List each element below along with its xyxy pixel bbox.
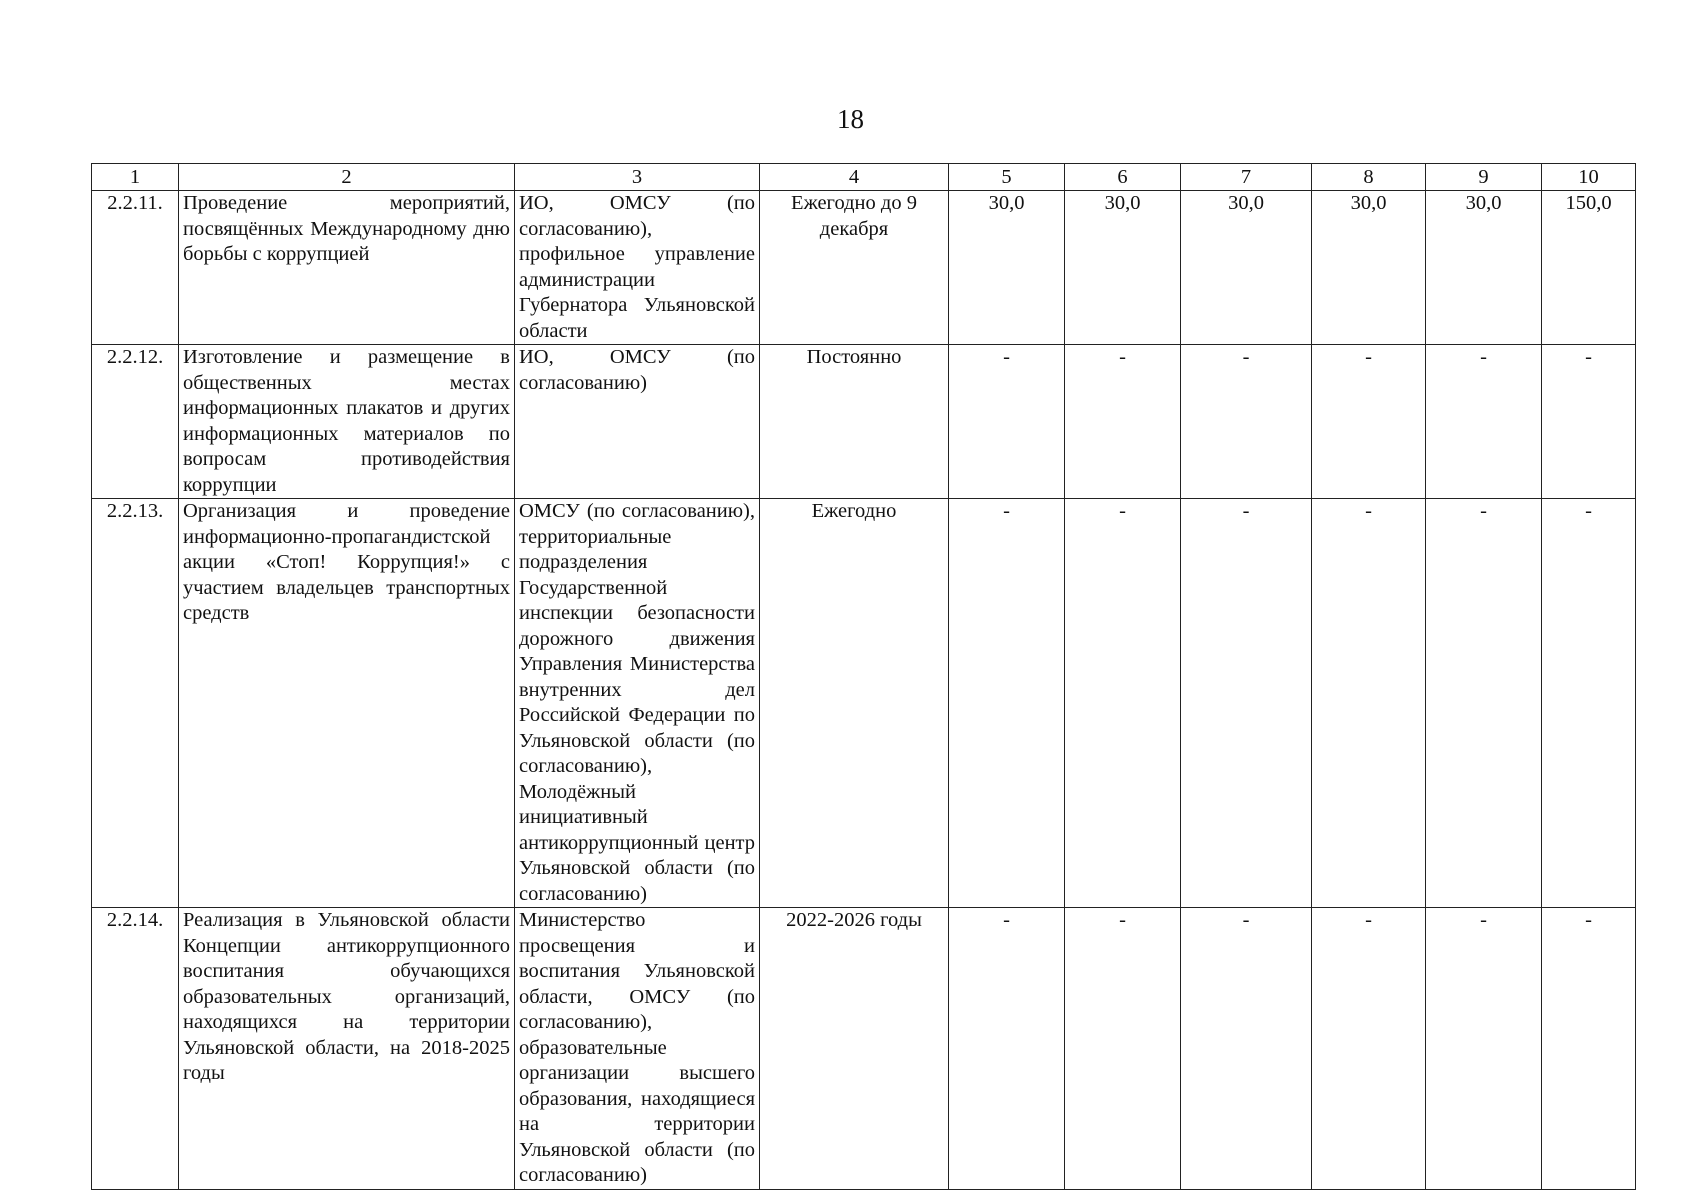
page-number: 18 xyxy=(837,104,864,134)
column-header: 9 xyxy=(1426,164,1542,191)
table-row xyxy=(92,908,1636,1190)
funding-total: - xyxy=(1542,345,1636,499)
funding-value: 30,0 xyxy=(1181,191,1312,345)
column-header: 1 xyxy=(92,164,179,191)
funding-value: - xyxy=(1065,908,1181,1190)
funding-value: - xyxy=(949,499,1065,908)
executors: ИО, ОМСУ (по согласованию), профильное управление администрации Губернатора Ульяновской области xyxy=(515,191,760,345)
event-description: Организация и проведение информационно-пропагандистской акции «Стоп! Коррупция!» с участием владельцев транспортных средств xyxy=(179,499,515,908)
table-row xyxy=(92,191,1636,345)
term: Ежегодно xyxy=(760,499,949,908)
funding-value: - xyxy=(1312,345,1426,499)
column-header: 7 xyxy=(1181,164,1312,191)
term: Ежегодно до 9 декабря xyxy=(760,191,949,345)
table-row xyxy=(92,499,1636,908)
table-row xyxy=(92,345,1636,499)
item-number: 2.2.12. xyxy=(92,345,179,499)
funding-value: - xyxy=(1426,908,1542,1190)
funding-value: 30,0 xyxy=(949,191,1065,345)
executors: ОМСУ (по согласованию), территориальные подразделения Государственной инспекции безопасности дорожного движения Управления Министерства внутренних дел Российской Федерации по Ульяновской области (по согласованию), Молодёжный инициативный антикоррупционный центр Ульяновской области (по согласованию) xyxy=(515,499,760,908)
item-number: 2.2.11. xyxy=(92,191,179,345)
column-header: 4 xyxy=(760,164,949,191)
funding-value: - xyxy=(1312,499,1426,908)
funding-total: - xyxy=(1542,499,1636,908)
funding-value: - xyxy=(1426,499,1542,908)
column-header: 3 xyxy=(515,164,760,191)
term: 2022-2026 годы xyxy=(760,908,949,1190)
funding-value: - xyxy=(1065,345,1181,499)
funding-value: - xyxy=(949,345,1065,499)
funding-total: 150,0 xyxy=(1542,191,1636,345)
funding-value: - xyxy=(1312,908,1426,1190)
funding-value: - xyxy=(949,908,1065,1190)
funding-value: 30,0 xyxy=(1312,191,1426,345)
funding-value: - xyxy=(1181,345,1312,499)
column-header: 8 xyxy=(1312,164,1426,191)
executors: ИО, ОМСУ (по согласованию) xyxy=(515,345,760,499)
event-description: Реализация в Ульяновской области Концепции антикоррупционного воспитания обучающихся образовательных организаций, находящихся на территории Ульяновской области, на 2018-2025 годы xyxy=(179,908,515,1190)
measures-table xyxy=(91,163,1636,1190)
funding-total: - xyxy=(1542,908,1636,1190)
funding-value: - xyxy=(1181,499,1312,908)
term: Постоянно xyxy=(760,345,949,499)
column-header: 5 xyxy=(949,164,1065,191)
funding-value: - xyxy=(1426,345,1542,499)
column-number-row xyxy=(92,164,1636,191)
funding-value: - xyxy=(1181,908,1312,1190)
event-description: Изготовление и размещение в общественных местах информационных плакатов и других информационных материалов по вопросам противодействия коррупции xyxy=(179,345,515,499)
item-number: 2.2.14. xyxy=(92,908,179,1190)
event-description: Проведение мероприятий, посвящённых Международному дню борьбы с коррупцией xyxy=(179,191,515,345)
column-header: 2 xyxy=(179,164,515,191)
funding-value: 30,0 xyxy=(1065,191,1181,345)
column-header: 6 xyxy=(1065,164,1181,191)
funding-value: - xyxy=(1065,499,1181,908)
executors: Министерство просвещения и воспитания Ульяновской области, ОМСУ (по согласованию), образовательные организации высшего образования, находящиеся на территории Ульяновской области (по согласованию) xyxy=(515,908,760,1190)
item-number: 2.2.13. xyxy=(92,499,179,908)
funding-value: 30,0 xyxy=(1426,191,1542,345)
column-header: 10 xyxy=(1542,164,1636,191)
